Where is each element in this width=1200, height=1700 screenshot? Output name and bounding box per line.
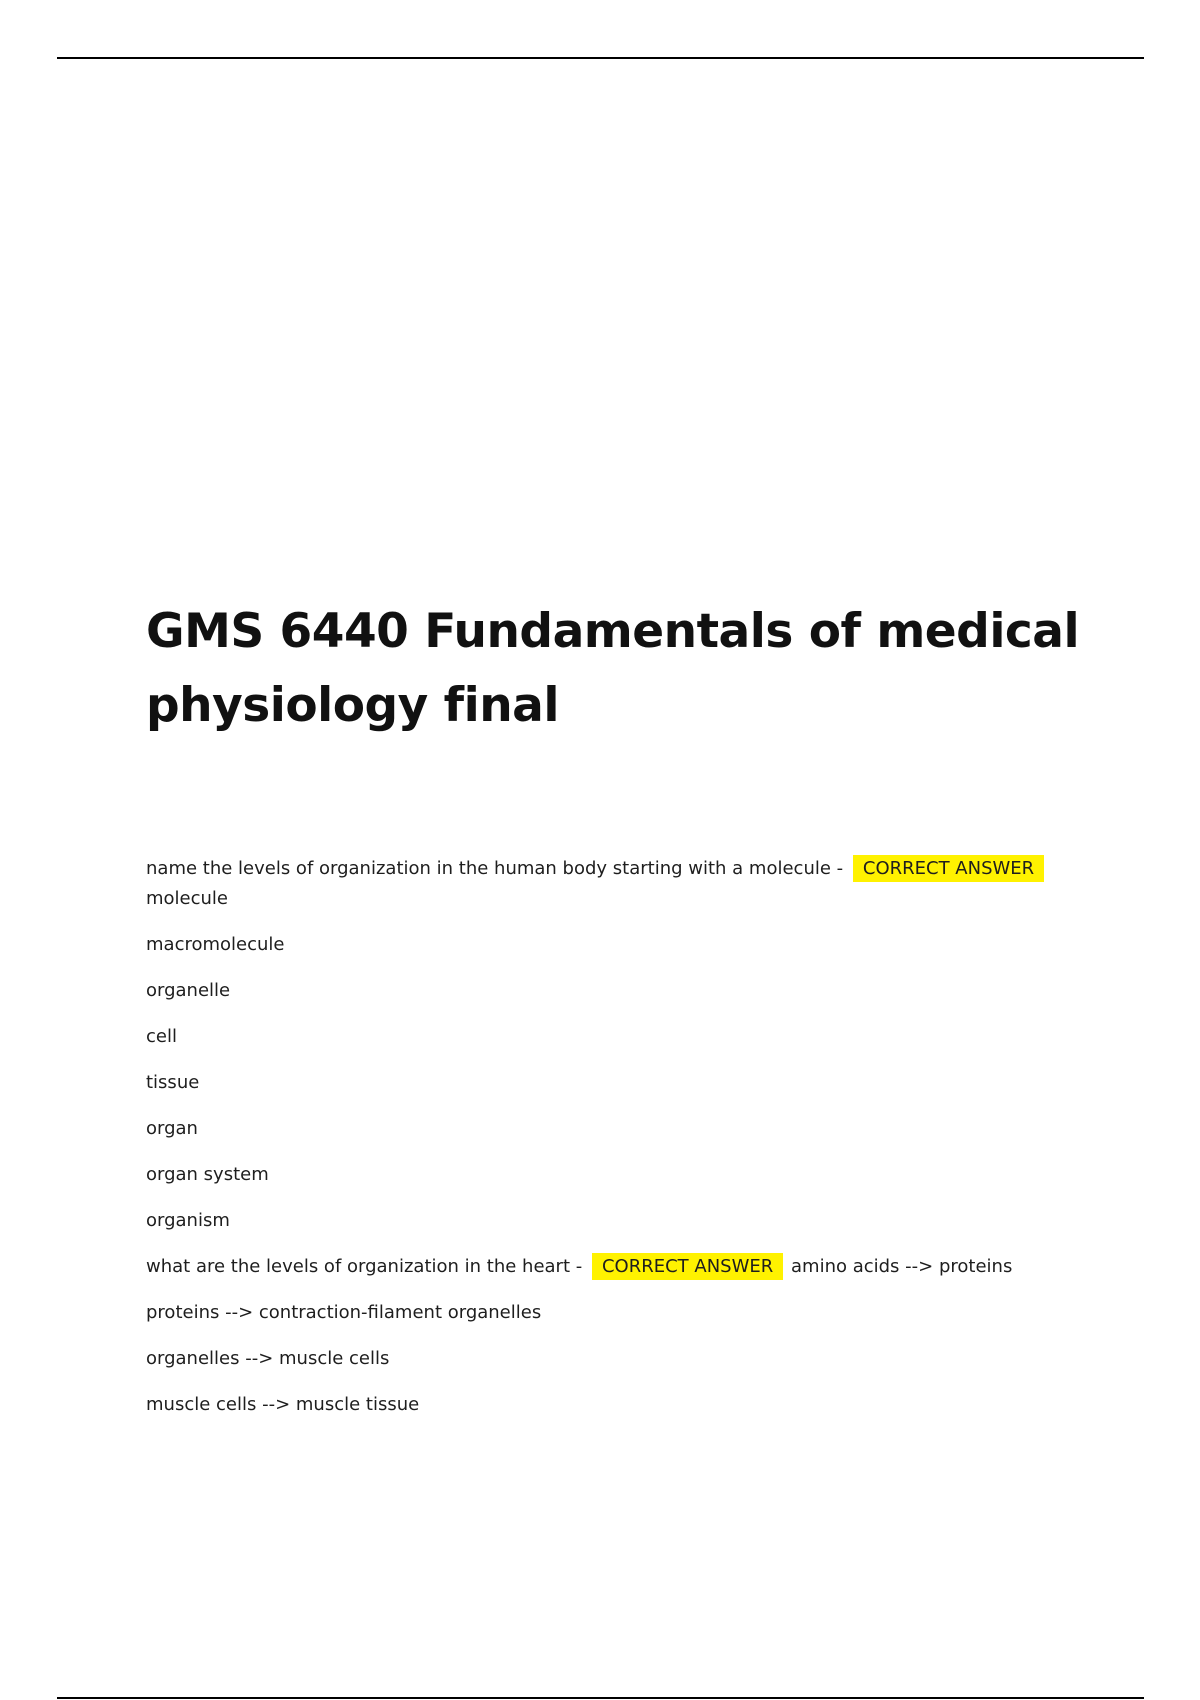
answer-line: cell (146, 1026, 177, 1047)
document-body (146, 854, 1106, 1420)
question-2 (146, 1252, 1106, 1282)
question-1-text: name the levels of organization in the human body starting with a molecule - (146, 858, 844, 879)
answer-line: muscle cells --> muscle tissue (146, 1394, 420, 1415)
answer-line: molecule (146, 888, 229, 909)
answer-line: organelles --> muscle cells (146, 1348, 390, 1369)
header-rule (57, 57, 1144, 59)
answer-line: organ (146, 1118, 198, 1139)
document-title: GMS 6440 Fundamentals of medical physiology final (146, 604, 1080, 733)
footer-rule (57, 1697, 1144, 1699)
correct-answer-marker: CORRECT ANSWER (592, 1253, 783, 1280)
answer-line: organism (146, 1210, 230, 1231)
answer-line: tissue (146, 1072, 200, 1093)
question-2-text: what are the levels of organization in the heart - (146, 1256, 583, 1277)
question-1 (146, 854, 1106, 884)
answer-line: organelle (146, 980, 231, 1001)
answer-line: proteins --> contraction-filament organelles (146, 1302, 542, 1323)
correct-answer-marker: CORRECT ANSWER (853, 855, 1044, 882)
question-2-answer-start: amino acids --> proteins (791, 1256, 1013, 1277)
answer-line: organ system (146, 1164, 269, 1185)
answer-line: macromolecule (146, 934, 285, 955)
